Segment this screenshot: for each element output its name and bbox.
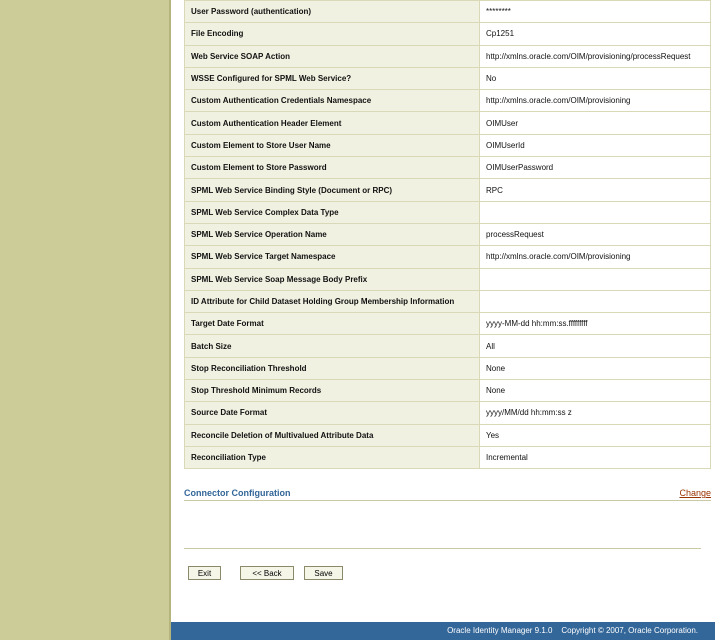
table-row <box>185 45 711 67</box>
attribute-label: Custom Element to Store Password <box>185 157 480 179</box>
attribute-value: http://xmlns.oracle.com/OIM/provisioning/processRequest <box>480 45 711 67</box>
attribute-value: RPC <box>480 179 711 201</box>
copyright: Copyright © 2007, Oracle Corporation. <box>561 626 698 635</box>
attribute-label: SPML Web Service Complex Data Type <box>185 201 480 223</box>
attribute-label: Reconciliation Type <box>185 446 480 468</box>
attribute-label: Web Service SOAP Action <box>185 45 480 67</box>
attribute-value: ******** <box>480 1 711 23</box>
table-row <box>185 290 711 312</box>
table-row <box>185 446 711 468</box>
attribute-label: SPML Web Service Binding Style (Document or RPC) <box>185 179 480 201</box>
footer-bar <box>171 622 715 640</box>
table-row <box>185 246 711 268</box>
attribute-value: http://xmlns.oracle.com/OIM/provisioning <box>480 246 711 268</box>
attribute-label: Stop Reconciliation Threshold <box>185 357 480 379</box>
product-version: Oracle Identity Manager 9.1.0 <box>447 626 553 635</box>
main-content <box>171 0 715 622</box>
change-link[interactable]: Change <box>679 488 711 498</box>
attribute-label: Stop Threshold Minimum Records <box>185 380 480 402</box>
table-row <box>185 157 711 179</box>
attribute-label: SPML Web Service Operation Name <box>185 223 480 245</box>
attribute-label: Source Date Format <box>185 402 480 424</box>
attribute-value: yyyy/MM/dd hh:mm:ss z <box>480 402 711 424</box>
attribute-value: No <box>480 67 711 89</box>
section-divider <box>184 548 701 549</box>
table-row <box>185 380 711 402</box>
attribute-value <box>480 268 711 290</box>
attribute-value: Yes <box>480 424 711 446</box>
section-title: Connector Configuration <box>184 488 291 498</box>
attribute-value: All <box>480 335 711 357</box>
attribute-value: OIMUserPassword <box>480 157 711 179</box>
table-row <box>185 357 711 379</box>
attribute-label: Batch Size <box>185 335 480 357</box>
attribute-value: OIMUserId <box>480 134 711 156</box>
attribute-value: yyyy-MM-dd hh:mm:ss.fffffffff <box>480 313 711 335</box>
attribute-label: Reconcile Deletion of Multivalued Attribute Data <box>185 424 480 446</box>
attribute-value: None <box>480 357 711 379</box>
connector-attributes-table <box>184 0 711 469</box>
connector-configuration-header <box>184 486 711 501</box>
table-row <box>185 23 711 45</box>
table-row <box>185 424 711 446</box>
exit-button[interactable]: Exit <box>188 566 221 580</box>
attribute-label: ID Attribute for Child Dataset Holding Group Membership Information <box>185 290 480 312</box>
table-row <box>185 179 711 201</box>
attribute-label: Custom Authentication Credentials Namespace <box>185 90 480 112</box>
table-row <box>185 268 711 290</box>
attribute-value: None <box>480 380 711 402</box>
attribute-value: Incremental <box>480 446 711 468</box>
attribute-value: processRequest <box>480 223 711 245</box>
attribute-value <box>480 290 711 312</box>
attribute-label: Target Date Format <box>185 313 480 335</box>
table-row <box>185 313 711 335</box>
attribute-label: Custom Element to Store User Name <box>185 134 480 156</box>
table-row <box>185 1 711 23</box>
attribute-label: WSSE Configured for SPML Web Service? <box>185 67 480 89</box>
table-row <box>185 402 711 424</box>
table-row <box>185 90 711 112</box>
back-button[interactable]: << Back <box>240 566 294 580</box>
footer-text <box>447 626 698 635</box>
attribute-value: http://xmlns.oracle.com/OIM/provisioning <box>480 90 711 112</box>
table-row <box>185 201 711 223</box>
table-row <box>185 67 711 89</box>
attribute-label: Custom Authentication Header Element <box>185 112 480 134</box>
attribute-value: Cp1251 <box>480 23 711 45</box>
attribute-value: OIMUser <box>480 112 711 134</box>
table-row <box>185 112 711 134</box>
table-row <box>185 335 711 357</box>
table-row <box>185 134 711 156</box>
attribute-label: SPML Web Service Target Namespace <box>185 246 480 268</box>
attribute-label: SPML Web Service Soap Message Body Prefix <box>185 268 480 290</box>
attribute-label: File Encoding <box>185 23 480 45</box>
attribute-value <box>480 201 711 223</box>
save-button[interactable]: Save <box>304 566 343 580</box>
attribute-label: User Password (authentication) <box>185 1 480 23</box>
left-sidebar <box>0 0 169 640</box>
table-row <box>185 223 711 245</box>
